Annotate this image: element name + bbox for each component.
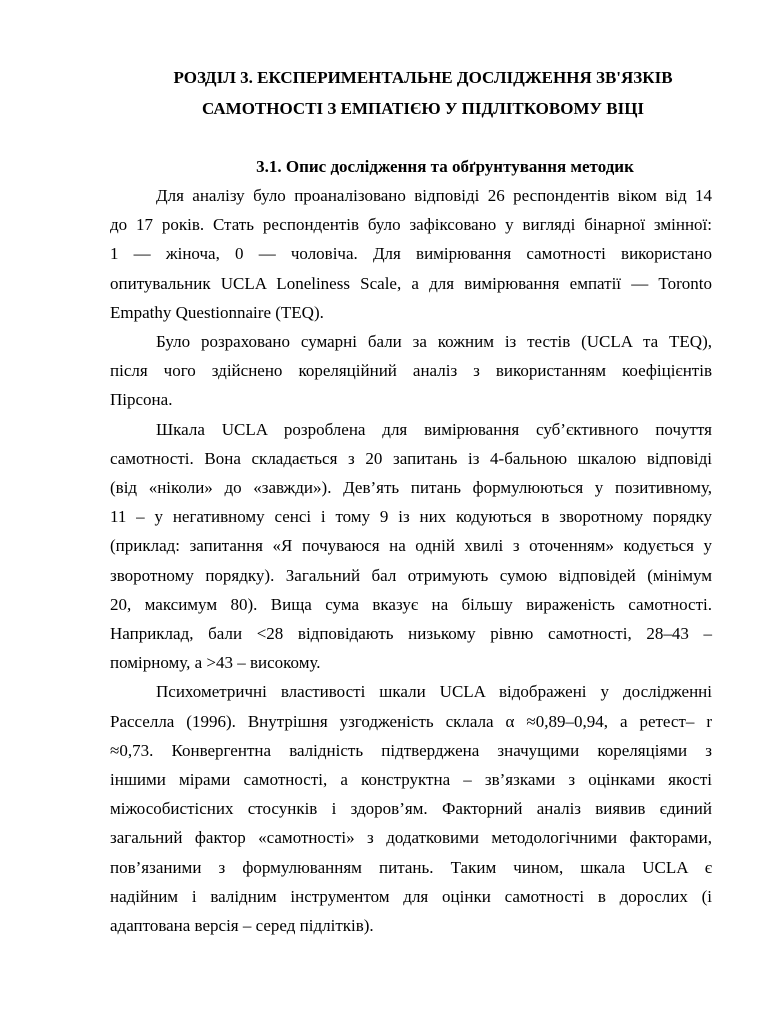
chapter-title-line-1: РОЗДІЛ 3. ЕКСПЕРИМЕНТАЛЬНЕ ДОСЛІДЖЕННЯ ЗВ'ЯЗКІВ: [173, 68, 673, 87]
paragraph-2: [110, 327, 712, 415]
paragraph-line: Для аналізу було проаналізовано відповіді 26 респондентів віком від 14: [156, 186, 712, 205]
paragraph-line: іншими мірами самотності, а конструктна – зв’язками з оцінками якості: [110, 770, 712, 790]
paragraph-4: [110, 677, 712, 940]
paragraph-line: 20, максимум 80). Вища сума вказує на більшу вираженість самотності.: [110, 594, 712, 614]
paragraph-line: 1 — жіноча, 0 — чоловіча. Для вимірювання самотності використано: [110, 244, 712, 264]
paragraph-line: опитувальник UCLA Loneliness Scale, а для вимірювання емпатії — Toronto: [110, 273, 712, 293]
paragraph-line: (приклад: запитання «Я почуваюся на одній хвилі з оточенням» кодується у: [110, 536, 712, 556]
paragraph-line: (від «ніколи» до «завжди»). Дев’ять питань формулюються у позитивному,: [110, 478, 712, 498]
paragraph-line: Empathy Questionnaire (TEQ).: [110, 302, 324, 322]
paragraph-1: [110, 181, 712, 327]
paragraph-line: помірному, а >43 – високому.: [110, 653, 321, 673]
paragraph-line: Пірсона.: [110, 390, 173, 410]
paragraph-line: Наприклад, бали <28 відповідають низькому рівню самотності, 28–43 –: [110, 624, 712, 644]
paragraph-line: Було розраховано сумарні бали за кожним із тестів (UCLA та TEQ),: [156, 332, 712, 352]
paragraph-line: Расселла (1996). Внутрішня узгодженість склала α ≈0,89–0,94, а ретест– r: [110, 711, 712, 731]
paragraph-line: Психометричні властивості шкали UCLA відображені у дослідженні: [156, 682, 712, 702]
paragraph-3: [110, 415, 712, 678]
paragraph-line: після чого здійснено кореляційний аналіз з використанням коефіцієнтів: [110, 361, 712, 381]
body-text: [110, 181, 712, 940]
paragraph-line: ≈0,73. Конвергентна валідність підтверджена значущими кореляціями з: [110, 740, 712, 760]
section-heading: 3.1. Опис дослідження та обґрунтування методик: [256, 157, 634, 176]
paragraph-line: 11 – у негативному сенсі і тому 9 із них кодуються в зворотному порядку: [110, 507, 712, 527]
paragraph-line: міжособистісних стосунків і здоров’ям. Факторний аналіз виявив єдиний: [110, 799, 712, 819]
paragraph-line: надійним і валідним інструментом для оцінки самотності в дорослих (і: [110, 886, 712, 906]
paragraph-line: самотності. Вона складається з 20 запитань із 4-бальною шкалою відповіді: [110, 448, 712, 468]
chapter-title: [110, 62, 712, 124]
paragraph-line: загальний фактор «самотності» з додатковими методологічними факторами,: [110, 828, 712, 848]
paragraph-line: пов’язаними з формулюванням питань. Таким чином, шкала UCLA є: [110, 857, 712, 877]
paragraph-line: до 17 років. Стать респондентів було зафіксовано у вигляді бінарної змінної:: [110, 215, 712, 235]
paragraph-line: Шкала UCLA розроблена для вимірювання суб’єктивного почуття: [156, 419, 712, 439]
chapter-title-line-2: САМОТНОСТІ З ЕМПАТІЄЮ У ПІДЛІТКОВОМУ ВІЦІ: [201, 99, 645, 118]
paragraph-line: зворотному порядку). Загальний бал отримують сумою відповідей (мінімум: [110, 565, 712, 585]
paragraph-line: адаптована версія – серед підлітків).: [110, 916, 374, 936]
